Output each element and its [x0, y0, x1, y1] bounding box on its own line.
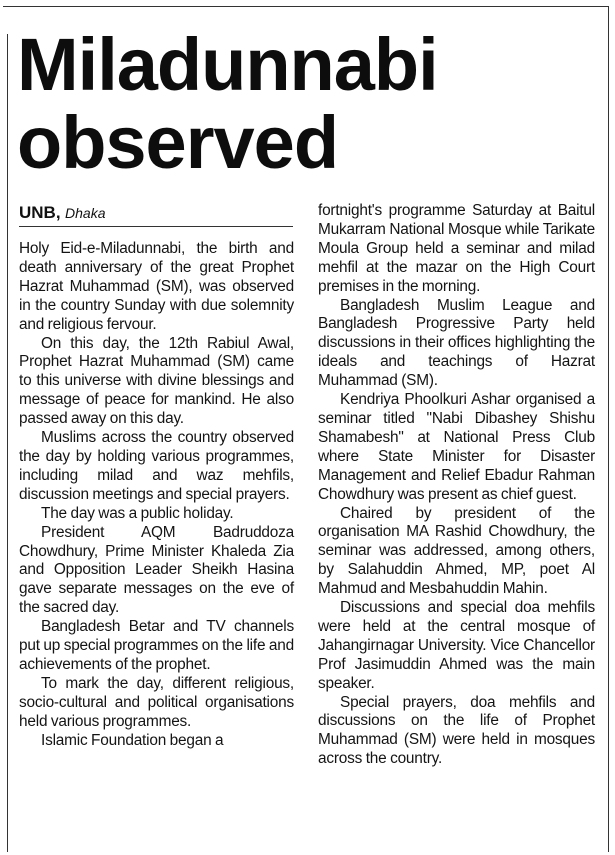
paragraph: The day was a public holiday.	[41, 504, 234, 522]
paragraph: On this day, the 12th Rabiul Awal, Prophet Hazrat Muhammad (SM) came to this universe with divine blessings and message of peace for mankind. He also passed away on this day.	[19, 334, 294, 428]
paragraph: Muslims across the country observed the day by holding various programmes, including milad and waz mehfils, discussion meetings and special prayers.	[19, 429, 294, 503]
frame-left-rule	[7, 34, 8, 852]
byline-place: Dhaka	[65, 205, 106, 221]
paragraph: Holy Eid-e-Miladunnabi, the birth and death anniversary of the great Prophet Hazrat Muhammad (SM), was observed in the country Sunday with due solemnity and religious fervour.	[19, 240, 294, 333]
frame-right-rule	[608, 6, 609, 852]
article-column-1	[19, 240, 294, 750]
paragraph: Bangladesh Muslim League and Bangladesh Progressive Party held discussions in their offices highlighting the ideals and teachings of Hazrat Muhammad (SM).	[318, 296, 595, 390]
paragraph: fortnight's programme Saturday at Baitul Mukarram National Mosque while Tarikate Moula Group held a seminar and milad mehfil at the mazar on the High Court premises in the morning.	[318, 202, 595, 295]
headline-line-1: Miladunnabi	[17, 23, 438, 106]
article-column-2	[318, 202, 595, 769]
article-headline	[17, 23, 597, 184]
paragraph: Discussions and special doa mehfils were held at the central mosque of Jahangirnagar University. Vice Chancellor Prof Jasimuddin Ahmed was the main speaker.	[318, 599, 595, 692]
paragraph: Bangladesh Betar and TV channels put up special programmes on the life and achievements of the prophet.	[19, 618, 294, 673]
paragraph: Chaired by president of the organisation MA Rashid Chowdhury, the seminar was addressed, among others, by Salahuddin Ahmed, MP, poet Al Mahmud and Mesbahuddin Mahin.	[318, 504, 595, 598]
frame-top-rule	[3, 6, 609, 7]
paragraph: Special prayers, doa mehfils and discussions on the life of Prophet Muhammad (SM) were held in mosques across the country.	[318, 693, 595, 768]
byline	[19, 200, 293, 227]
headline-line-2: observed	[17, 101, 339, 184]
paragraph: Islamic Foundation began a	[41, 731, 224, 749]
paragraph: Kendriya Phoolkuri Ashar organised a seminar titled "Nabi Dibashey Shishu Shamabesh" at National Press Club where State Minister for Disaster Management and Relief Ebadur Rahman Chowdhury was present as chief guest.	[318, 391, 595, 503]
paragraph: President AQM Badruddoza Chowdhury, Prime Minister Khaleda Zia and Opposition Leader Sheikh Hasina gave separate messages on the eve of the sacred day.	[19, 523, 294, 617]
paragraph: To mark the day, different religious, socio-cultural and political organisations held various programmes.	[19, 674, 294, 730]
byline-agency: UNB,	[19, 203, 61, 222]
